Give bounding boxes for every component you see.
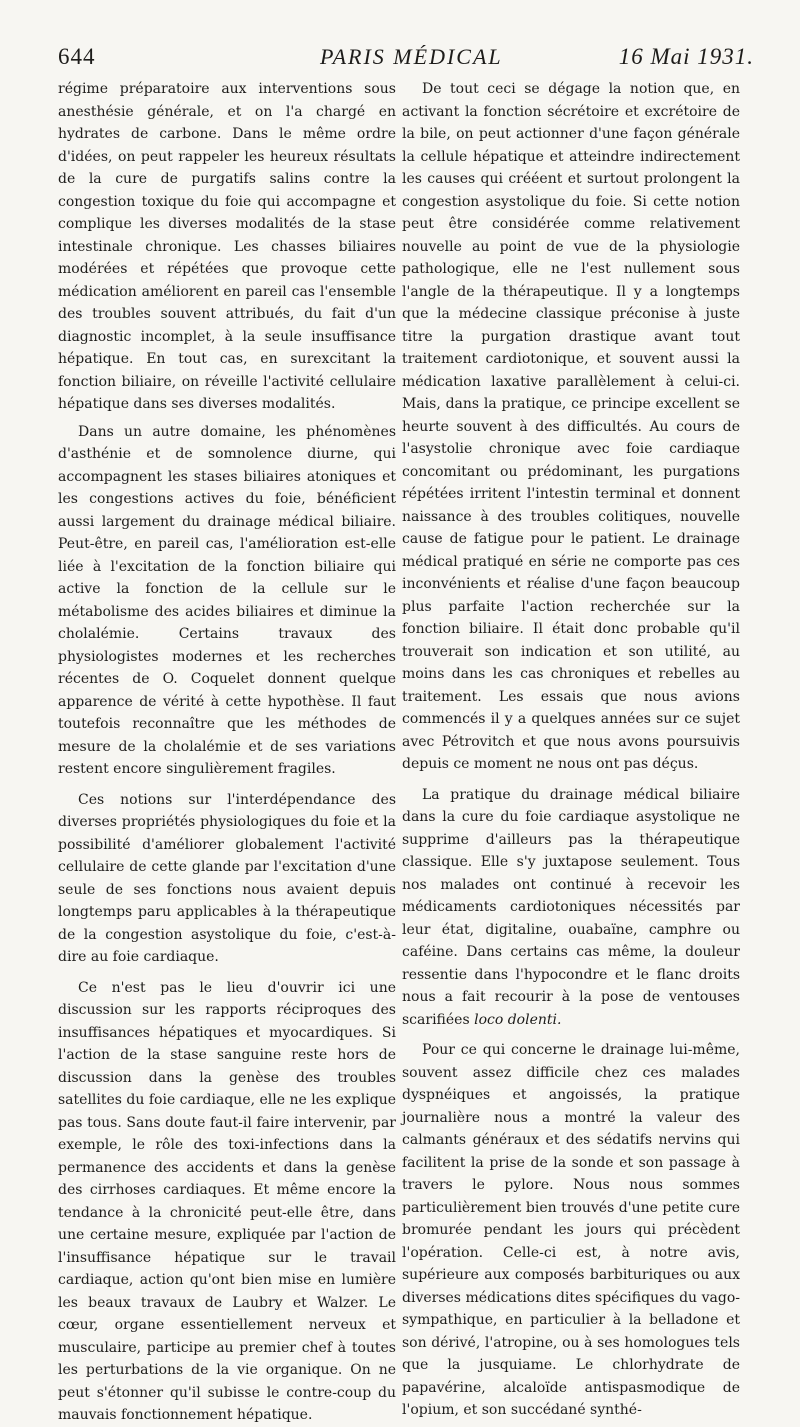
paragraph: Ce n'est pas le lieu d'ouvrir ici une discussion sur les rapports réciproques des insuffisances hépatiques et myocardiques. Si l'action de la stase sanguine reste hors de discussion dans la genèse des troubles satellites du foie cardiaque, elle ne les explique pas tous. Sans doute faut-il faire intervenir, par exemple, le rôle des toxi-infections dans la permanence des accidents et dans la genèse des cirrhoses cardiaques. Et même encore la tendance à la chronicité peut-elle être, dans une certaine mesure, expliquée par l'action de l'insuffisance hépatique sur le travail cardiaque, action qu'ont bien mise en lumière les beaux travaux de Laubry et Walzer. Le cœur, organe essentiellement nerveux et musculaire, participe au premier chef à toutes les perturbations de la vie organique. On ne peut s'étonner qu'il subisse le contre-coup du mauvais fonctionnement hépatique. — [58, 979, 396, 1423]
paragraph: Ces notions sur l'interdépendance des diverses propriétés physiologiques du foie et la possibilité d'améliorer globalement l'activité cellulaire de cette glande par l'excitation d'une seule de ses fonctions nous avaient depuis longtemps paru applicables à la thérapeutique de la congestion asystolique du foie, c'est-à-dire au foie cardiaque. — [58, 791, 396, 965]
italic-latin-phrase: loco dolenti. — [474, 1011, 562, 1028]
paragraph: Dans un autre domaine, les phénomènes d'asthénie et de somnolence diurne, qui accompagnent les stases biliaires atoniques et les congestions actives du foie, bénéficient aussi largement du drainage médical biliaire. Peut-être, en pareil cas, l'amélioration est-elle liée à l'excitation de la fonction biliaire qui active la fonction de la cellule sur le métabolisme des acides biliaires et diminue la cholalémie. Certains travaux des physiologistes modernes et les recherches récentes de O. Coquelet donnent quelque apparence de vérité à cette hypothèse. Il faut toutefois reconnaître que les méthodes de mesure de la cholalémie et de ses variations restent encore singulièrement fragiles. — [58, 423, 396, 777]
paragraph — [402, 784, 740, 1032]
paragraph-text: La pratique du drainage médical biliaire dans la cure du foie cardiaque asystolique ne supprime d'ailleurs pas la thérapeutique classique. Elle s'y juxtapose seulement. Tous nos malades ont continué à recevoir les médicaments cardiotoniques nécessités par leur état, digitaline, ouabaïne, camphre ou caféine. Dans certains cas même, la douleur ressentie dans l'hypocondre et le flanc droits nous a fait recourir à la pose de ventouses scarifiées — [402, 786, 740, 1028]
journal-title: PARIS MÉDICAL — [320, 44, 503, 69]
paragraph: De tout ceci se dégage la notion que, en activant la fonction sécrétoire et excrétoire de la bile, on peut actionner d'une façon générale la cellule hépatique et atteindre indirectement les causes qui crééent et surtout prolongent la congestion asystolique du foie. Si cette notion peut être considérée comme relativement nouvelle au point de vue de la physiologie pathologique, elle ne l'est nullement sous l'angle de la thérapeutique. Il y a longtemps que la médecine classique préconise à juste titre la purgation drastique avant tout traitement cardiotonique, et souvent aussi la médication laxative parallèlement à celui-ci. Mais, dans la pratique, ce principe excellent se heurte souvent à des difficultés. Au cours de l'asystolie chronique avec foie cardiaque concomitant ou prédominant, les purgations répétées irritent l'intestin terminal et donnent naissance à des troubles colitiques, nouvelle cause de fatigue pour le patient. Le drainage médical pratiqué en série ne comporte pas ces inconvénients et réalise d'une façon beaucoup plus parfaite l'action recherchée sur la fonction biliaire. Il était donc probable qu'il trouverait son indication et son utilité, au moins dans les cas chroniques et rebelles au traitement. Les essais que nous avions commencés il y a quelques années sur ce sujet avec Pétrovitch et que nous avons poursuivis depuis ce moment ne nous ont pas déçus. — [402, 81, 740, 772]
page-number: 644 — [58, 44, 96, 69]
paragraph: Pour ce qui concerne le drainage lui-même, souvent assez difficile chez ces malades dyspnéiques et angoissés, la pratique journalière nous a montré la valeur des calmants généraux et des sédatifs nervins qui facilitent la prise de la sonde et son passage à travers le pylore. Nous nous sommes particulièrement bien trouvés d'une petite cure bromurée pendant les jours qui précèdent l'opération. Celle-ci est, à notre avis, supérieure aux composés barbituriques ou aux diverses médications dites spécifiques du vago-sympathique, en particulier à la belladone et son dérivé, l'atropine, ou à ses homologues tels que la jusquiame. Le chlorhydrate de papavérine, alcaloïde antispasmodique de l'opium, et son succédané synthé- — [402, 1042, 740, 1418]
left-column — [58, 78, 396, 1423]
right-column — [402, 78, 740, 1418]
page-header — [58, 44, 754, 74]
paragraph: régime préparatoire aux interventions sous anesthésie générale, et on l'a chargé en hydrates de carbone. Dans le même ordre d'idées, on peut rappeler les heureux résultats de la cure de purgatifs salins contre la congestion toxique du foie qui accompagne et complique les diverses modalités de la stase intestinale chronique. Les chasses biliaires modérées et répétées que provoque cette médication améliorent en pareil cas l'ensemble des troubles souvent attribués, du fait d'un diagnostic incomplet, à la seule insuffisance hépatique. En tout cas, en surexcitant la fonction biliaire, on réveille l'activité cellulaire hépatique dans ses diverses modalités. — [58, 81, 396, 412]
issue-date: 16 Mai 1931. — [618, 44, 754, 69]
